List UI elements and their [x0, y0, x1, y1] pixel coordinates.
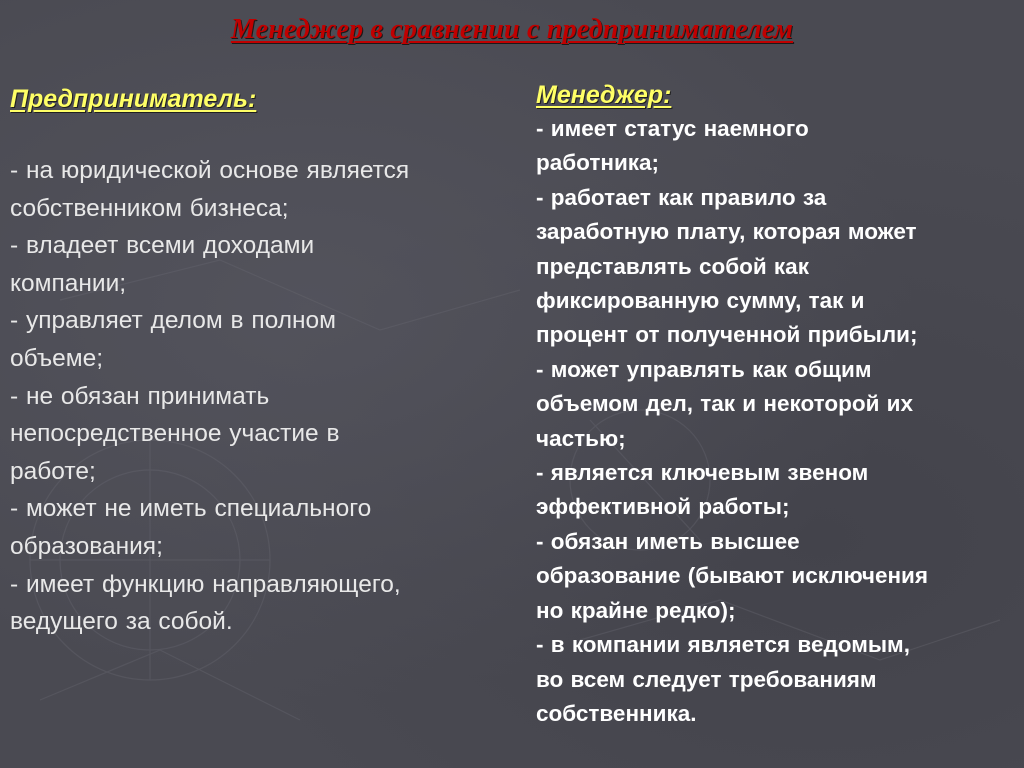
entrepreneur-heading: Предприниматель: [10, 85, 257, 113]
manager-line: объемом дел, так и некоторой их [536, 391, 914, 417]
entrepreneur-line: - на юридической основе является [10, 157, 410, 184]
slide-title: Менеджер в сравнении с предпринимателем [230, 14, 794, 45]
manager-line: образование (бывают исключения [536, 563, 929, 589]
entrepreneur-line: образования; [10, 532, 163, 560]
entrepreneur-column [10, 82, 525, 641]
manager-column [536, 78, 1020, 731]
manager-line: - является ключевым звеном [536, 460, 869, 486]
entrepreneur-line: объеме; [10, 344, 104, 372]
manager-line: работника; [536, 150, 660, 176]
manager-line: собственника. [536, 700, 697, 726]
manager-line: но крайне редко); [536, 597, 736, 623]
manager-line: - может управлять как общим [536, 356, 872, 382]
manager-line: процент от полученной прибыли; [536, 322, 918, 348]
entrepreneur-line: - владеет всеми доходами [10, 232, 315, 260]
entrepreneur-line: - имеет функцию направляющего, [10, 570, 401, 598]
entrepreneur-line: - не обязан принимать [10, 382, 270, 410]
manager-line: представлять собой как [536, 253, 809, 279]
manager-line: фиксированную сумму, так и [536, 288, 865, 314]
manager-line: - обязан иметь высшее [536, 528, 800, 554]
manager-line: заработную плату, которая может [536, 219, 917, 245]
manager-line: эффективной работы; [536, 494, 790, 520]
entrepreneur-line: - может не иметь специального [10, 495, 372, 523]
manager-line: - работает как правило за [536, 184, 827, 210]
manager-line: частью; [536, 425, 626, 451]
entrepreneur-line: ведущего за собой. [10, 608, 233, 636]
entrepreneur-line: компании; [10, 269, 127, 297]
manager-heading: Менеджер: [536, 81, 672, 109]
manager-line: - в компании является ведомым, [536, 632, 910, 658]
entrepreneur-line: - управляет делом в полном [10, 307, 337, 335]
entrepreneur-line: непосредственное участие в [10, 420, 340, 448]
entrepreneur-line: собственником бизнеса; [10, 194, 289, 222]
entrepreneur-line: работе; [10, 457, 96, 485]
manager-line: во всем следует требованиям [536, 666, 877, 692]
manager-line: - имеет статус наемного [536, 116, 809, 141]
